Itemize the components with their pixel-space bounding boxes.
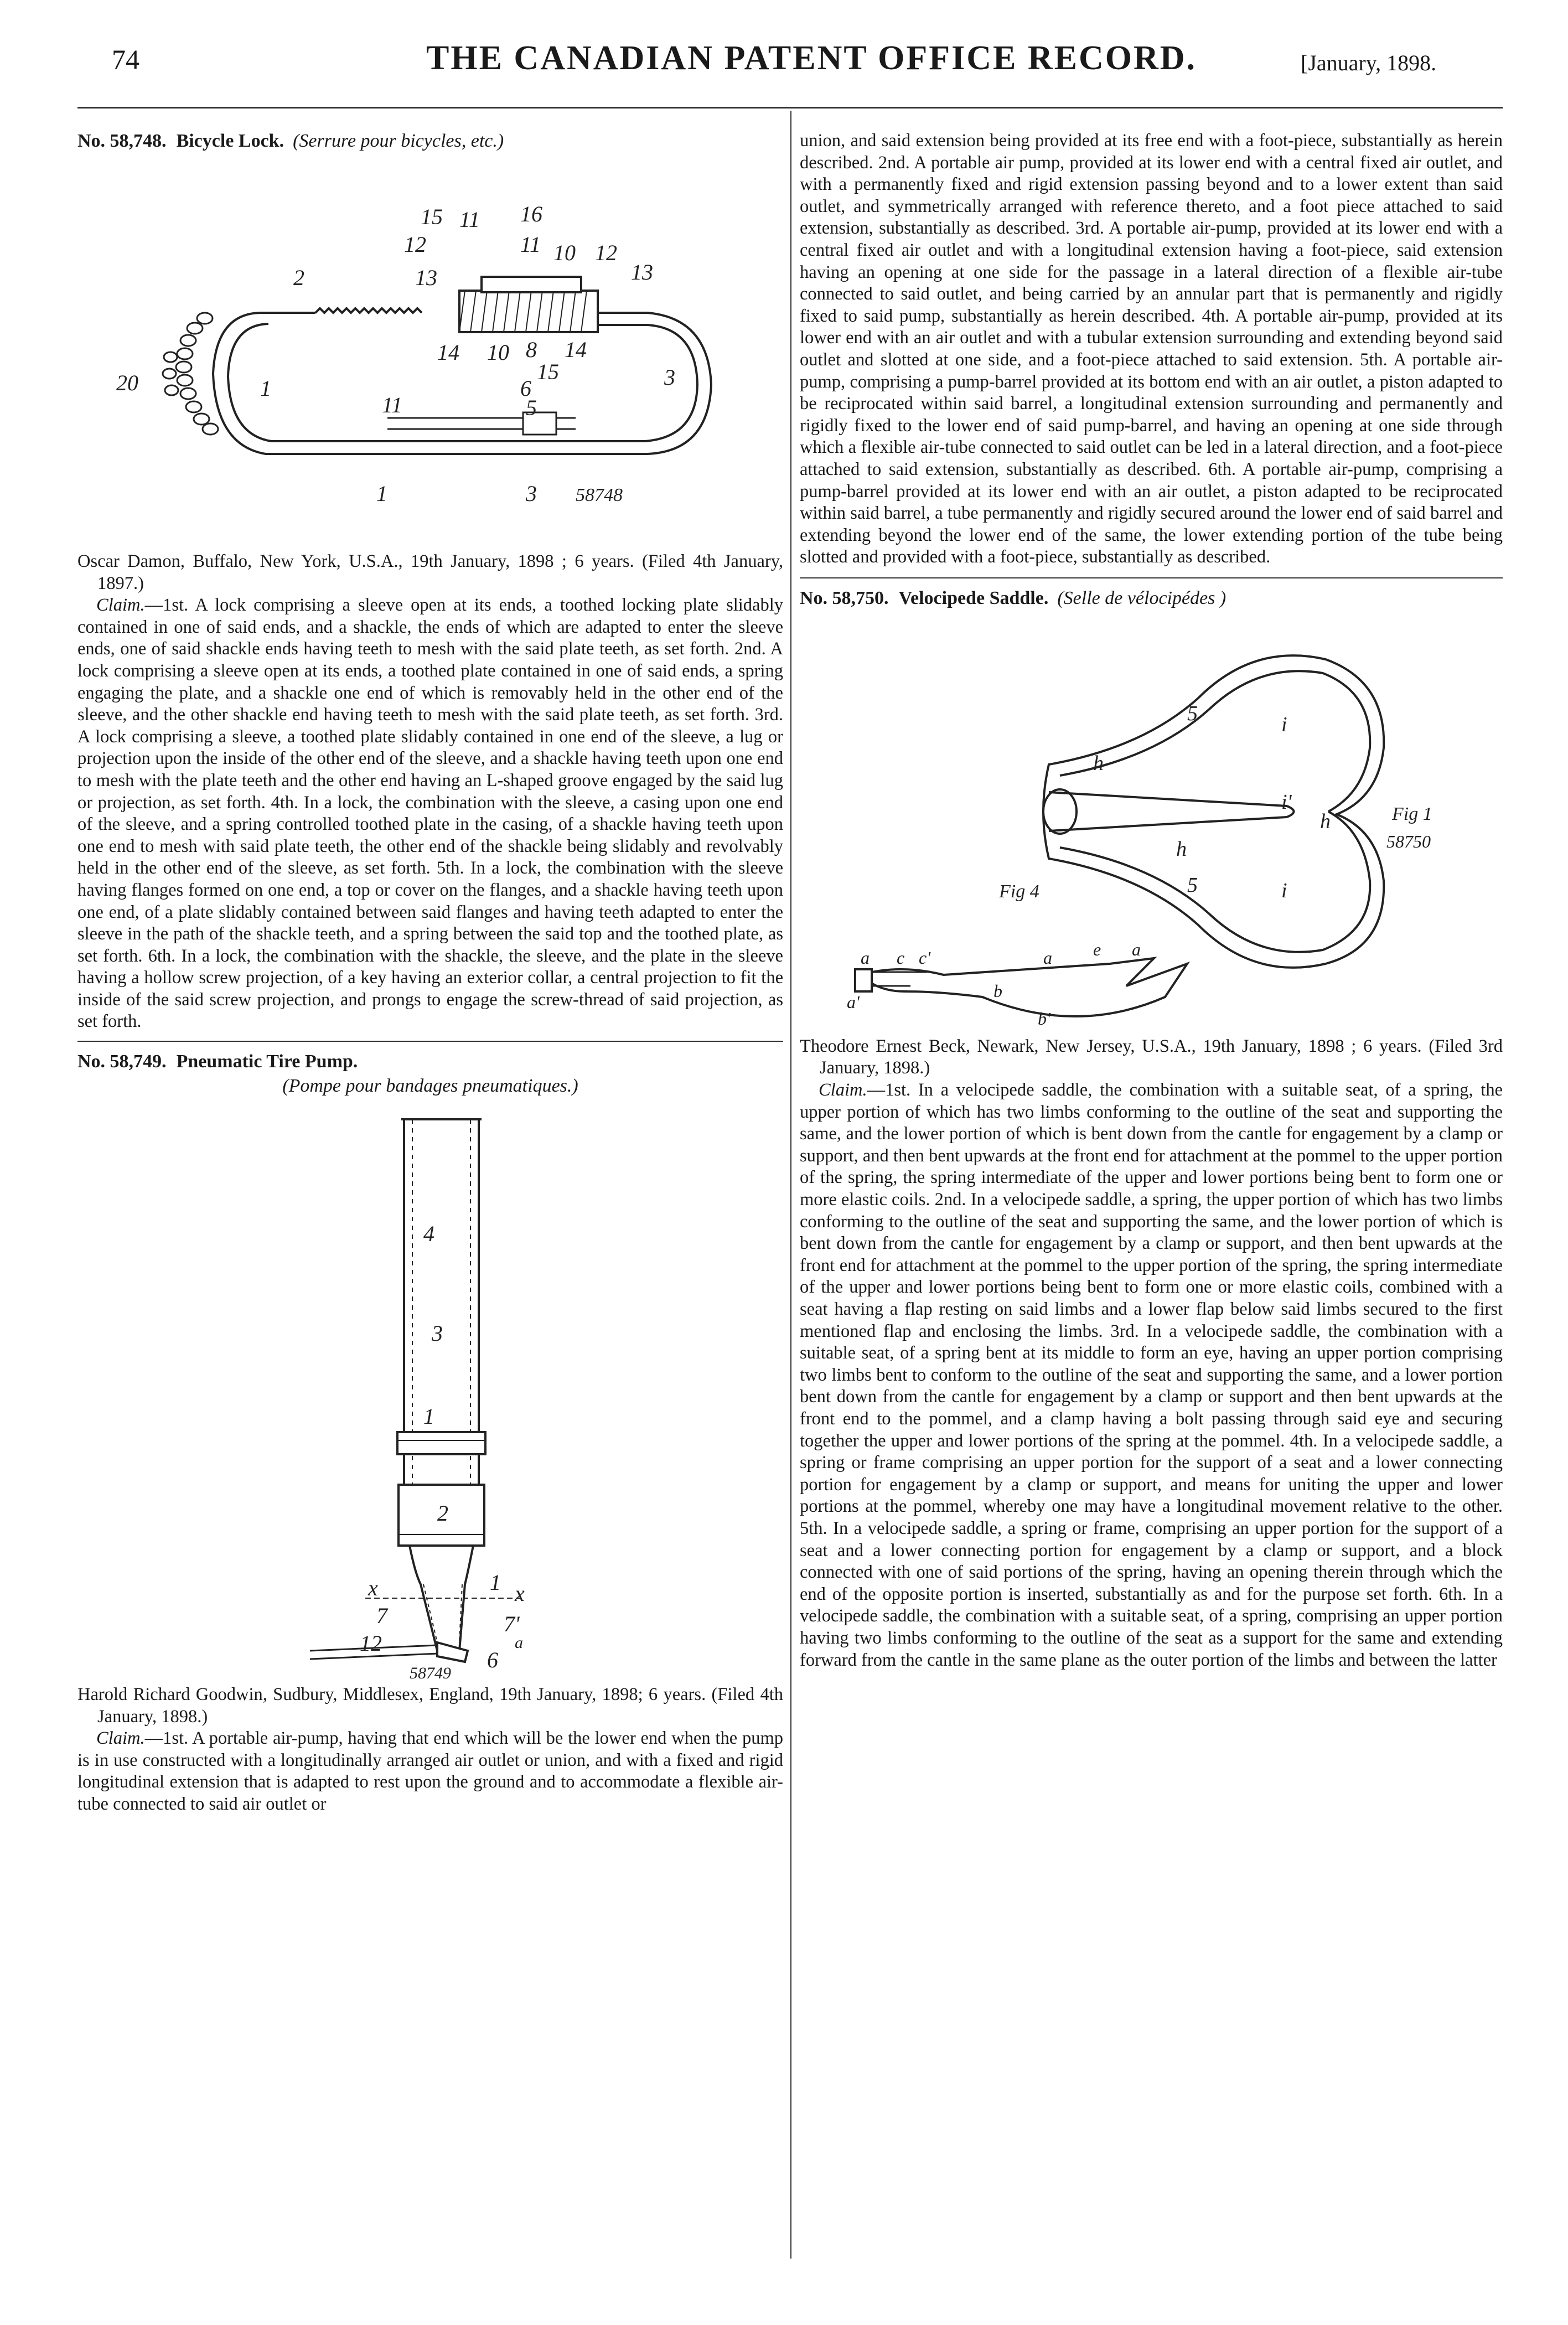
fig-label: 6 bbox=[520, 376, 531, 401]
claim-label: Claim. bbox=[819, 1080, 867, 1100]
left-column bbox=[77, 125, 783, 1816]
fig-label: 11 bbox=[520, 232, 541, 257]
fig-label: 7' bbox=[504, 1611, 520, 1637]
bicycle-lock-figure bbox=[77, 152, 783, 551]
fig-label: b bbox=[993, 980, 1002, 1001]
fig-label: 10 bbox=[553, 240, 576, 265]
fig-label: 13 bbox=[415, 265, 437, 290]
fig-label: 16 bbox=[520, 202, 542, 226]
velocipede-saddle-figure bbox=[800, 609, 1503, 1030]
claims bbox=[77, 1728, 783, 1815]
fig-label: x bbox=[368, 1575, 378, 1601]
fig-label: c bbox=[897, 947, 905, 968]
fig-label: a' bbox=[847, 991, 860, 1012]
fig-label: 7 bbox=[376, 1603, 387, 1629]
inventor-line: Harold Richard Goodwin, Sudbury, Middlesex, England, 19th January, 1898; 6 years. (Filed 4th January, 1898.) bbox=[77, 1685, 783, 1727]
header-rule bbox=[77, 107, 1503, 108]
fig-label: 11 bbox=[459, 207, 480, 232]
fig-label: 1 bbox=[490, 1570, 501, 1595]
fig-label: e bbox=[1093, 939, 1101, 959]
fig-label: 6 bbox=[487, 1647, 498, 1673]
column-divider bbox=[790, 111, 791, 2259]
fig-label: h bbox=[1176, 837, 1187, 861]
fig-label: a bbox=[1132, 939, 1141, 959]
figure-patent-number: 58750 bbox=[1386, 831, 1431, 851]
fig-label: 3 bbox=[664, 365, 675, 390]
fig-label: 5 bbox=[1187, 701, 1198, 725]
claims bbox=[77, 595, 783, 1033]
fig-label: 12 bbox=[360, 1631, 382, 1656]
fig-label: 2 bbox=[293, 265, 304, 290]
patent-entry-58750 bbox=[800, 587, 1503, 1671]
fig-label: a bbox=[515, 1634, 523, 1652]
fig-label: 12 bbox=[404, 232, 426, 257]
fig-label: a bbox=[861, 947, 870, 968]
fig-label: h bbox=[1093, 751, 1104, 775]
entry-separator bbox=[77, 1041, 783, 1042]
patent-title: Pneumatic Tire Pump. bbox=[176, 1051, 358, 1072]
fig-label: 11 bbox=[382, 392, 403, 417]
fig-label: 8 bbox=[526, 337, 537, 362]
entry-heading bbox=[77, 1051, 783, 1073]
fig-label: 4 bbox=[423, 1221, 434, 1247]
claim-continuation: union, and said extension being provided at its free end with a foot-piece, substantially as herein described. 2nd. A portable air pump, provided at its lower end with a central fixed air outlet, and with a permanently fixed and rigid extension passing beyond and to a lower extent than said outlet, and symmetrically arranged with reference thereto, and a foot piece attached to said extension, substantially as described. 3rd. A portable air-pump, provided at its lower end with a central fixed air outlet and with a longitudinal extension having a foot-piece, said extension having an opening at one side for the passage in a lateral direction of a flexible air-tube connected to said outlet, and being carried by an annular part that is permanently and rigidly fixed to said pump, substantially as herein described. 4th. A portable air-pump, provided at its lower end with an air outlet and with a tubular extension surrounding and extending beyond said outlet and slotted at one side, and a foot-piece attached to said extension. 5th. A portable air-pump, comprising a pump-barrel provided at its bottom end with an air outlet, a piston adapted to be reciprocated within said barrel, a longitudinal extension surrounding and permanently and rigidly fixed to the lower end of said pump-barrel, and having an opening at one side through which a flexible air-tube connected to said outlet can be led in a lateral direction, and a foot-piece attached to said extension, substantially as described. 6th. A portable air-pump, comprising a pump-barrel provided at its lower end with an air outlet, a piston adapted to be reciprocated within said barrel, a tube permanently and rigidly secured around the lower end of said barrel and extending beyond the lower end of the same, the lower extending portion of the tube being slotted and provided with a foot-piece, substantially as described. bbox=[800, 131, 1503, 567]
patent-number: No. 58,750. bbox=[800, 587, 889, 608]
fig-label: 14 bbox=[437, 340, 459, 365]
right-column bbox=[800, 125, 1503, 1671]
air-pump-figure bbox=[77, 1097, 783, 1684]
patent-number: No. 58,748. bbox=[77, 131, 167, 151]
patent-number: No. 58,749. bbox=[77, 1051, 167, 1072]
fig-label: i bbox=[1281, 879, 1287, 902]
fig-label: 3 bbox=[526, 481, 537, 506]
patent-entry-58748 bbox=[77, 130, 783, 1033]
fig-label: x bbox=[515, 1581, 525, 1606]
patent-title: Velocipede Saddle. bbox=[898, 587, 1049, 608]
french-title: (Serrure pour bicycles, etc.) bbox=[293, 131, 504, 151]
fig-label: 10 bbox=[487, 340, 509, 365]
fig-label: 15 bbox=[421, 204, 443, 229]
fig-label: 14 bbox=[565, 337, 587, 362]
fig-label: i bbox=[1281, 712, 1287, 736]
patent-title: Bicycle Lock. bbox=[176, 131, 284, 151]
fig-label: 1 bbox=[376, 481, 387, 506]
inventor-line: Theodore Ernest Beck, Newark, New Jersey, U.S.A., 19th January, 1898 ; 6 years. (Filed 3rd January, 1898.) bbox=[800, 1036, 1503, 1078]
entry-heading bbox=[800, 587, 1503, 609]
french-title: (Pompe pour bandages pneumatiques.) bbox=[282, 1076, 578, 1097]
fig-label: 20 bbox=[116, 370, 138, 395]
fig-label: 1 bbox=[260, 376, 271, 401]
figure-patent-number: 58749 bbox=[410, 1664, 451, 1683]
claim-label: Claim. bbox=[96, 1728, 145, 1749]
claim-text: —1st. A lock comprising a sleeve open at its ends, a toothed locking plate slidably contained in one of said ends, and a shackle, the ends of which are adapted to enter the sleeve ends, one of said shackle ends having teeth to mesh with the said plate teeth, as set forth. 2nd. A lock comprising a sleeve open at its ends, a toothed plate contained in one of said ends, a spring engaging the plate, and a shackle one end of which is removably held in the other end of the sleeve, and the other shackle end having teeth to mesh with the said plate teeth, as set forth. 3rd. A lock comprising a sleeve, a toothed plate slidably contained in one end of the sleeve, a lug or projection upon the inside of the other end of the sleeve, and a shackle having teeth upon one end to mesh with the plate teeth and the other end having an L-shaped groove engaged by the said lug or projection, as set forth. 4th. In a lock, the combination with the sleeve, a casing upon one end of the sleeve, and a spring controlled toothed plate in the casing, of a shackle having teeth upon one end to mesh with said plate teeth, the other end of the shackle being slidably and revolvably held in the other end of the sleeve, as set forth. 5th. In a lock, the combination with the sleeve having flanges formed on one end, a top or cover on the flanges, and a shackle having teeth upon one end, of a plate slidably contained between said flanges and having teeth adapted to enter the sleeve in the path of the shackle teeth, and a spring between the said top and the toothed plate, as set forth. 6th. In a lock, the combination with the shackle, the sleeve, and the plate in the sleeve having a hollow screw projection, of a key having an exterior collar, a central projection to fit the inside of the said screw projection, and prongs to engage the screw-thread of said projection, as set forth. bbox=[77, 595, 783, 1032]
fig-label: h bbox=[1320, 809, 1331, 833]
claim-label: Claim. bbox=[96, 595, 145, 616]
fig-label: a bbox=[1043, 947, 1052, 968]
page-header bbox=[0, 0, 1568, 111]
fig-label: 12 bbox=[595, 240, 617, 265]
fig-label: 5 bbox=[1187, 873, 1198, 897]
claim-text: —1st. In a velocipede saddle, the combination with a suitable seat, of a spring, the upper portion of which has two limbs conforming to the outline of the seat and supporting the same, and the lower portion of which is bent down from the cantle for engagement by a clamp or support, and then bent upwards at the front end for attachment at the pommel to the upper portion of the spring, the spring intermediate of the upper and lower portions being bent to form one or more elastic coils. 2nd. In a velocipede saddle, a spring, the upper portion of which has two limbs conforming to the outline of the seat and supporting the same, and the lower portion of which is bent down from the cantle for engagement by a clamp or support, and then bent upwards at the front end for attachment at the pommel to the upper portion of the spring, the spring intermediate of the upper and lower portions being bent to form one or more elastic coils, combined with a seat having a flap resting on said limbs and a lower flap below said limbs secured to the first mentioned flap and enclosing the limbs. 3rd. In a velocipede saddle, the combination with a suitable seat, of a spring bent at its middle to form an eye, having an upper portion comprising two limbs bent to conform to the outline of the seat and supporting the same, and a lower portion bent down from the cantle for engagement by a clamp or support and then bent upwards at the front end to the pommel, and a clamp having a bolt passing through said eye and securing together the upper and lower portions of the spring at the pommel. 4th. In a velocipede saddle, a spring or frame comprising an upper portion for the support of a seat and a lower connecting portion for engagement by a clamp or support, and means for uniting the upper and lower portions at the pommel, whereby one may have a longitudinal movement relative to the other. 5th. In a velocipede saddle, a spring or frame, comprising an upper portion for the support of a seat and a lower connecting portion for engagement by a clamp or support, and a block connected with one of said portions of the spring, having an opening therein through which the end of the opposite portion is inserted, substantially as and for the purpose set forth. 6th. In a velocipede saddle, the combination with a suitable seat, of a spring, comprising an upper portion having two limbs conforming to the outline of the seat as a support for the same and extending forward from the cantle in the same plane as the outer portion of the limbs and between the latter bbox=[800, 1080, 1503, 1670]
fig-label: 1 bbox=[423, 1404, 434, 1429]
french-title: (Selle de vélocipédes ) bbox=[1057, 587, 1227, 608]
fig-label: c' bbox=[919, 947, 931, 968]
patent-entry-58749 bbox=[77, 1051, 783, 1816]
fig-label: 5 bbox=[526, 395, 537, 420]
entry-heading bbox=[77, 130, 783, 152]
fig-label: i' bbox=[1281, 790, 1292, 814]
page-number: 74 bbox=[112, 44, 139, 75]
entry-separator bbox=[800, 577, 1503, 578]
figure-caption: Fig 1 bbox=[1392, 803, 1432, 824]
figure-caption: Fig 4 bbox=[999, 881, 1039, 902]
inventor-line: Oscar Damon, Buffalo, New York, U.S.A., 19th January, 1898 ; 6 years. (Filed 4th January, 1897.) bbox=[77, 551, 783, 593]
claims bbox=[800, 1079, 1503, 1671]
fig-label: b' bbox=[1038, 1008, 1050, 1029]
fig-label: 13 bbox=[631, 260, 653, 285]
claim-text: —1st. A portable air-pump, having that end which will be the lower end when the pump is in use constructed with a longitudinally arranged air outlet or union, and with a fixed and rigid longitudinal extension that is adapted to rest upon the ground and to accommodate a flexible air-tube connected to said air outlet or bbox=[77, 1728, 783, 1815]
issue-date: [January, 1898. bbox=[1301, 50, 1437, 75]
figure-patent-number: 58748 bbox=[576, 485, 623, 505]
fig-label: 15 bbox=[537, 359, 559, 384]
fig-label: 3 bbox=[432, 1321, 443, 1346]
fig-label: 2 bbox=[437, 1501, 448, 1526]
journal-title: THE CANADIAN PATENT OFFICE RECORD. bbox=[426, 39, 1197, 77]
